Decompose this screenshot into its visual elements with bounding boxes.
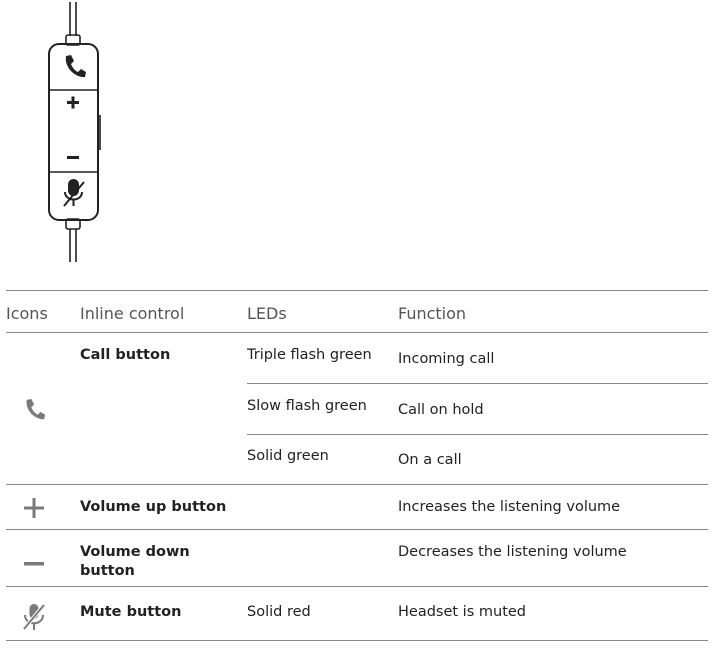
table-top-rule bbox=[6, 290, 708, 291]
mute-icon bbox=[22, 602, 46, 632]
function-incoming-call: Incoming call bbox=[398, 351, 495, 367]
device-minus-icon bbox=[67, 156, 79, 159]
function-on-a-call: On a call bbox=[398, 452, 462, 468]
inline-control-illustration bbox=[0, 0, 160, 270]
function-call-on-hold: Call on hold bbox=[398, 402, 484, 418]
sub-rule bbox=[247, 383, 708, 384]
device-mute-icon bbox=[64, 180, 84, 206]
control-mute-button: Mute button bbox=[80, 604, 182, 620]
device-phone-icon bbox=[66, 55, 86, 77]
control-volume-down-button: Volume down button bbox=[80, 544, 190, 579]
row-rule bbox=[6, 529, 708, 530]
phone-icon bbox=[24, 398, 46, 422]
header-icons: Icons bbox=[6, 304, 48, 323]
header-inline-control: Inline control bbox=[80, 304, 185, 323]
control-call-button: Call button bbox=[80, 347, 171, 363]
row-rule bbox=[6, 586, 708, 587]
minus-icon bbox=[24, 562, 44, 566]
led-solid-red: Solid red bbox=[247, 604, 311, 620]
header-rule bbox=[6, 332, 708, 333]
row-rule bbox=[6, 484, 708, 485]
header-function: Function bbox=[398, 304, 467, 323]
led-triple-flash-green: Triple flash green bbox=[247, 347, 372, 363]
control-volume-up-button: Volume up button bbox=[80, 499, 227, 515]
table-bottom-rule bbox=[6, 640, 708, 641]
function-headset-muted: Headset is muted bbox=[398, 604, 527, 620]
header-leds: LEDs bbox=[247, 304, 287, 323]
function-decrease-volume: Decreases the listening volume bbox=[398, 544, 627, 560]
function-increase-volume: Increases the listening volume bbox=[398, 499, 621, 515]
plus-icon bbox=[24, 498, 44, 518]
led-slow-flash-green: Slow flash green bbox=[247, 398, 367, 414]
led-solid-green: Solid green bbox=[247, 448, 329, 464]
sub-rule bbox=[247, 434, 708, 435]
device-plus-icon bbox=[67, 97, 79, 109]
